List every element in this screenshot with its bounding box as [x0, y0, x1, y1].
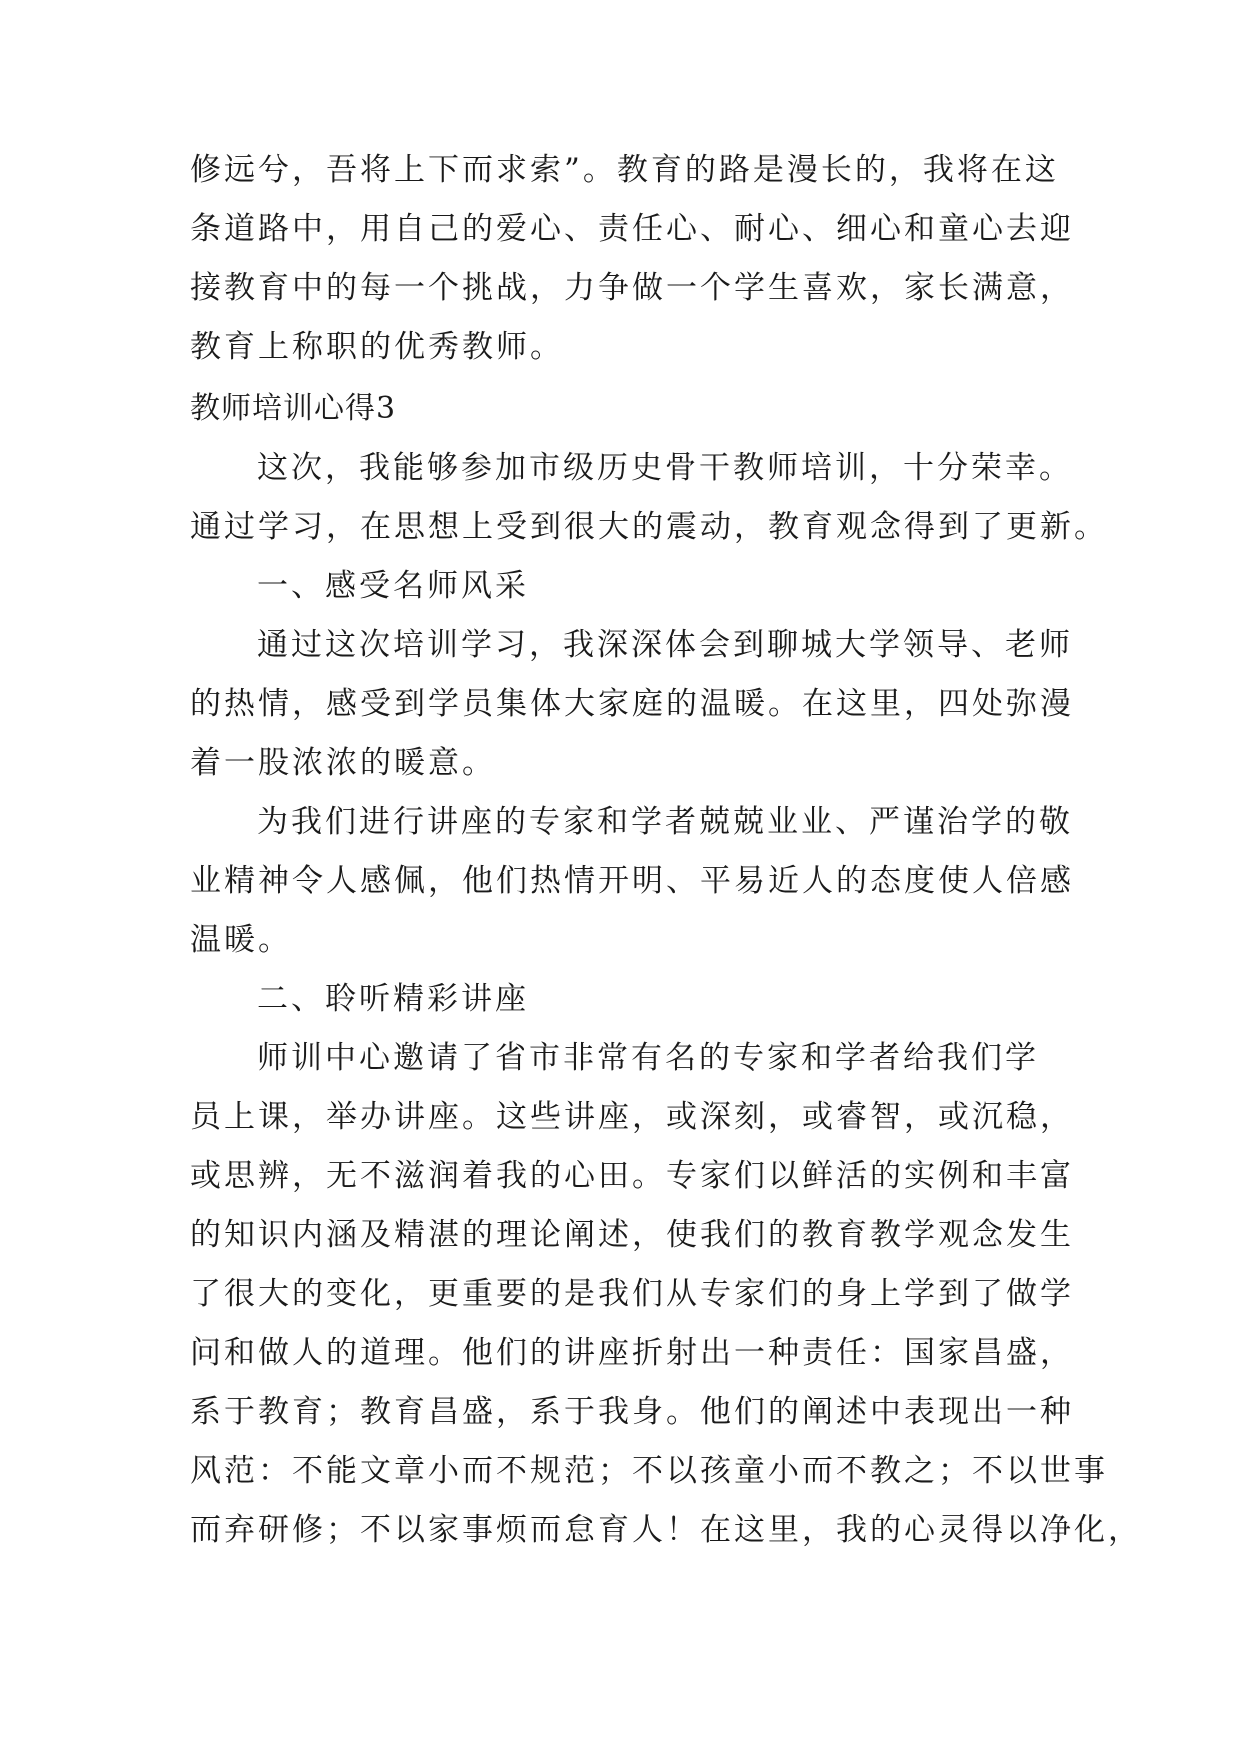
- body-text-line: 系于教育；教育昌盛，系于我身。他们的阐述中表现出一种: [190, 1394, 1074, 1430]
- body-text-line: 这次，我能够参加市级历史骨干教师培训，十分荣幸。: [257, 450, 1073, 486]
- body-text-line: 接教育中的每一个挑战，力争做一个学生喜欢，家长满意，: [190, 270, 1074, 306]
- body-text-line: 了很大的变化，更重要的是我们从专家们的身上学到了做学: [190, 1276, 1074, 1312]
- body-text-line: 着一股浓浓的暖意。: [190, 745, 496, 781]
- body-text-line: 员上课，举办讲座。这些讲座，或深刻，或睿智，或沉稳，: [190, 1099, 1074, 1135]
- body-text-line: 通过学习，在思想上受到很大的震动，教育观念得到了更新。: [190, 509, 1108, 545]
- section-title: 教师培训心得3: [190, 391, 397, 426]
- subheading: 二、聆听精彩讲座: [257, 981, 529, 1017]
- body-text-line: 或思辨，无不滋润着我的心田。专家们以鲜活的实例和丰富: [190, 1158, 1074, 1194]
- body-text-line: 条道路中，用自己的爱心、责任心、耐心、细心和童心去迎: [190, 211, 1074, 247]
- subheading: 一、感受名师风采: [257, 568, 529, 604]
- body-text-line: 教育上称职的优秀教师。: [190, 329, 564, 365]
- body-text-line: 而弃研修；不以家事烦而怠育人！在这里，我的心灵得以净化，: [190, 1512, 1142, 1548]
- body-text-line: 的知识内涵及精湛的理论阐述，使我们的教育教学观念发生: [190, 1217, 1074, 1253]
- body-text-line: 通过这次培训学习，我深深体会到聊城大学领导、老师: [257, 627, 1073, 663]
- body-text-line: 业精神令人感佩，他们热情开明、平易近人的态度使人倍感: [190, 863, 1074, 899]
- body-text-line: 的热情，感受到学员集体大家庭的温暖。在这里，四处弥漫: [190, 686, 1074, 722]
- body-text-line: 修远兮，吾将上下而求索”。教育的路是漫长的，我将在这: [190, 152, 1059, 188]
- body-text-line: 问和做人的道理。他们的讲座折射出一种责任：国家昌盛，: [190, 1335, 1074, 1371]
- body-text-line: 温暖。: [190, 922, 292, 958]
- body-text-line: 师训中心邀请了省市非常有名的专家和学者给我们学: [257, 1040, 1039, 1076]
- body-text-line: 为我们进行讲座的专家和学者兢兢业业、严谨治学的敬: [257, 804, 1073, 840]
- body-text-line: 风范：不能文章小而不规范；不以孩童小而不教之；不以世事: [190, 1453, 1108, 1489]
